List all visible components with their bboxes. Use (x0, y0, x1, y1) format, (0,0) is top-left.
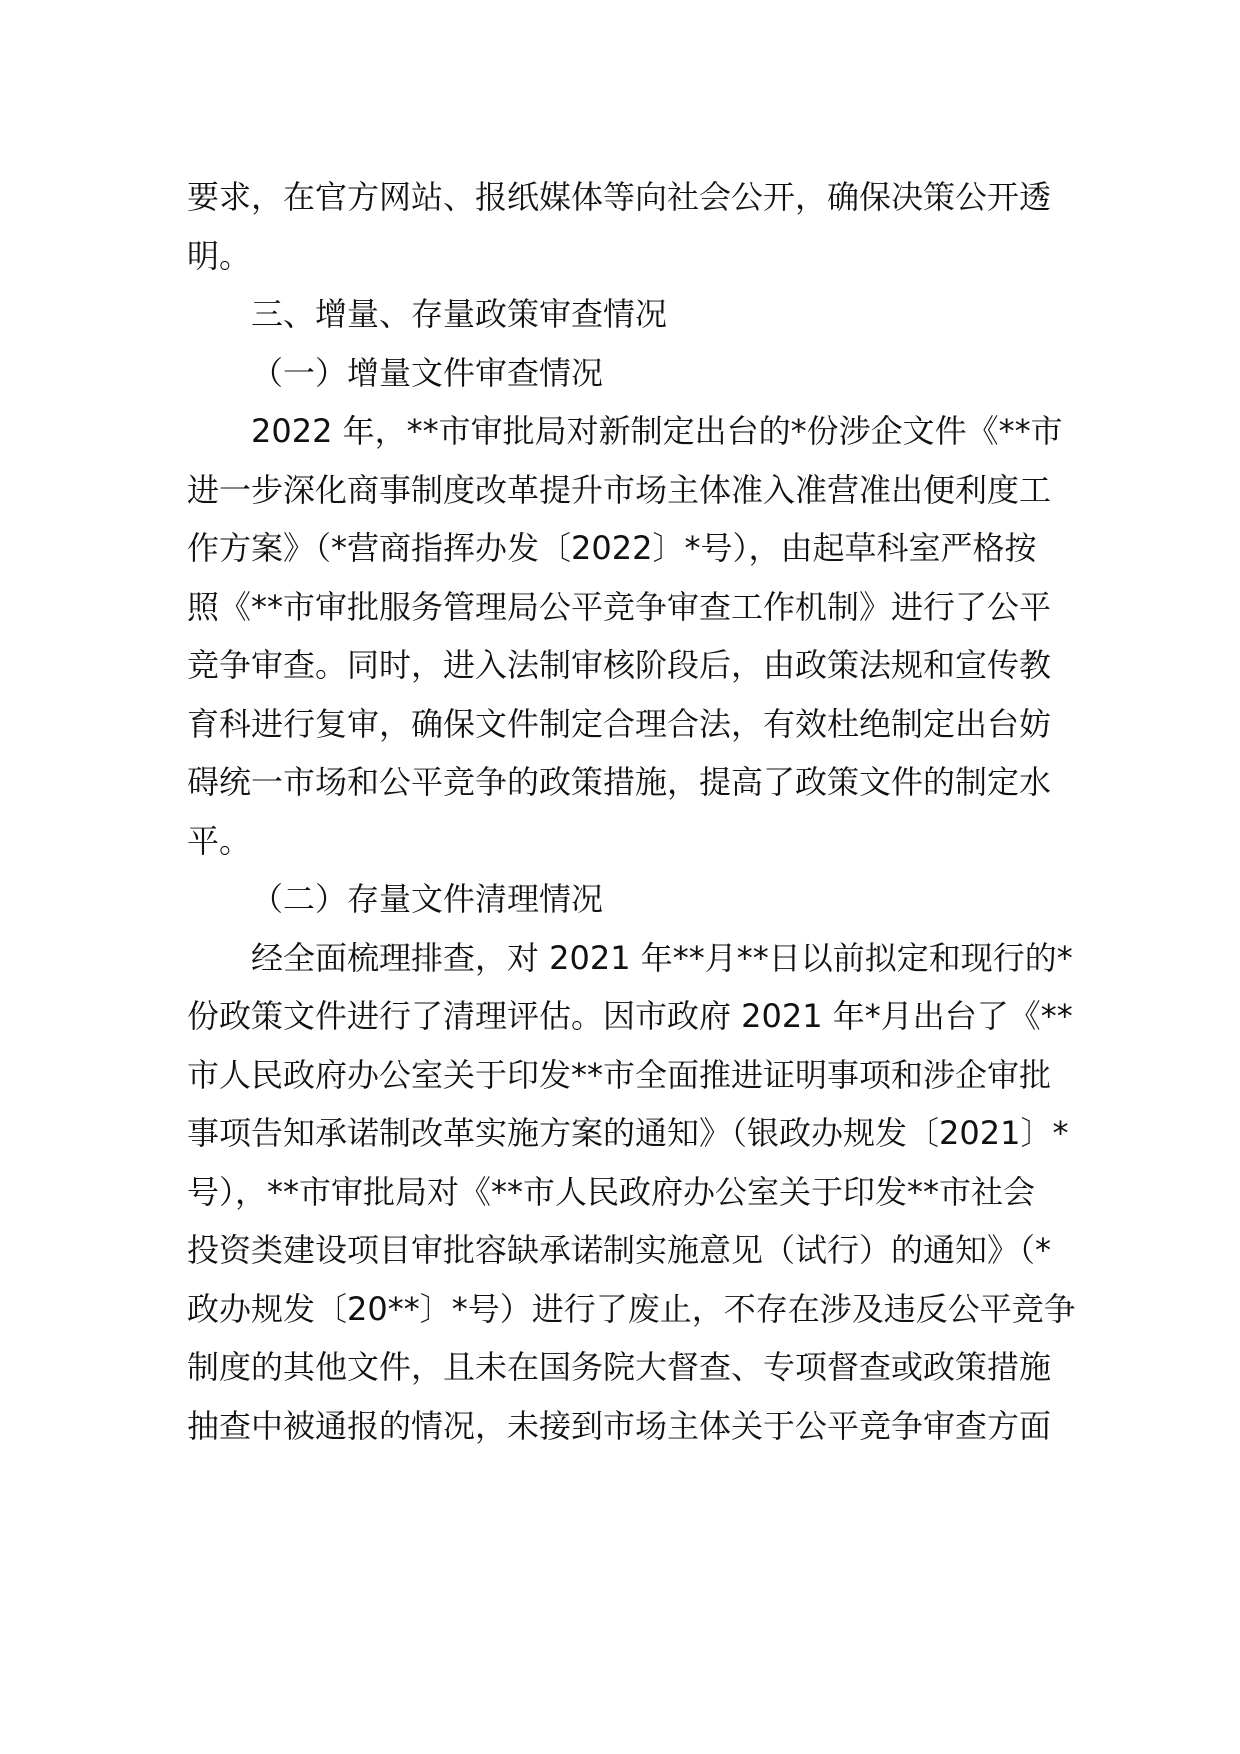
body-text-line: 经全面梳理排查，对 2021 年**月**日以前拟定和现行的* (251, 938, 1073, 977)
body-text-line: 要求，在官方网站、报纸媒体等向社会公开，确保决策公开透 (187, 178, 1052, 216)
body-text-line: 制度的其他文件，且未在国务院大督查、专项督查或政策措施 (187, 1348, 1052, 1386)
body-text-line: 份政策文件进行了清理评估。因市政府 2021 年*月出台了《** (187, 997, 1073, 1035)
body-text-line: 2022 年，**市审批局对新制定出台的*份涉企文件《**市 (251, 412, 1063, 450)
body-text-line: 事项告知承诺制改革实施方案的通知》（银政办规发〔2021〕* (187, 1114, 1069, 1152)
body-text-line: 政办规发〔20**〕*号）进行了废止，不存在涉及违反公平竞争 (187, 1289, 1076, 1328)
subsection-heading: （二）存量文件清理情况 (251, 880, 604, 918)
body-text-line: 竞争审查。同时，进入法制审核阶段后，由政策法规和宣传教 (187, 646, 1052, 684)
body-text-line: 作方案》（*营商指挥办发〔2022〕*号），由起草科室严格按 (187, 529, 1037, 567)
body-text-line: 照《**市审批服务管理局公平竞争审查工作机制》进行了公平 (187, 587, 1052, 626)
section-heading: 三、增量、存量政策审查情况 (251, 295, 668, 333)
body-text-line: 抽查中被通报的情况，未接到市场主体关于公平竞争审查方面 (187, 1406, 1052, 1445)
body-text-line: 市人民政府办公室关于印发**市全面推进证明事项和涉企审批 (187, 1055, 1052, 1094)
subsection-heading: （一）增量文件审查情况 (251, 353, 604, 392)
body-text-line: 碍统一市场和公平竞争的政策措施，提高了政策文件的制定水 (187, 763, 1052, 801)
body-text-line: 号），**市审批局对《**市人民政府办公室关于印发**市社会 (187, 1172, 1036, 1211)
body-text-line: 育科进行复审，确保文件制定合理合法，有效杜绝制定出台妨 (187, 704, 1052, 743)
body-text-line: 进一步深化商事制度改革提升市场主体准入准营准出便利度工 (187, 470, 1052, 509)
body-text-line: 投资类建设项目审批容缺承诺制实施意见（试行）的通知》（* (187, 1231, 1052, 1269)
body-text-line: 明。 (187, 236, 252, 275)
document-body (187, 168, 1076, 1455)
body-text-line: 平。 (187, 821, 252, 860)
